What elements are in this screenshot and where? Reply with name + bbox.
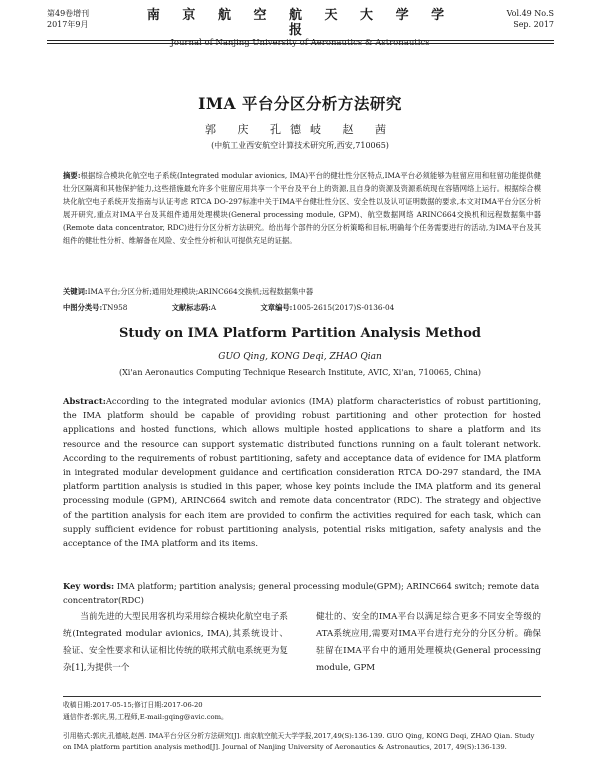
abstract-cn <box>63 170 541 247</box>
header-rule-thick <box>47 40 554 41</box>
footnote-rule <box>63 696 541 697</box>
footnote-received: 收稿日期:2017-05-15;修订日期:2017-06-20 <box>63 701 203 709</box>
keywords-cn-label: 关键词: <box>63 287 88 296</box>
issue-cn: 第49卷增刊 <box>47 9 90 18</box>
footnote-author: 通信作者:郭庆,男,工程师,E-mail:gqing@avic.com。 <box>63 713 228 721</box>
abstract-en-label: Abstract: <box>63 396 106 406</box>
keywords-cn-text: IMA平台;分区分析;通用处理模块;ARINC664交换机;远程数据集中器 <box>87 287 314 296</box>
date-cn: 2017年9月 <box>47 20 89 29</box>
abstract-cn-label: 摘要: <box>63 171 81 180</box>
header-rule-thin <box>47 43 554 44</box>
classification-line <box>63 302 541 314</box>
journal-title-cn: 南 京 航 空 航 天 大 学 学 报 <box>146 8 454 38</box>
abstract-en-text: According to the integrated modular avionics (IMA) platform characteristics of robust partitioning, the IMA platform should be capable of providing robust partitioning and other protection for hosted applications and hosted functions, which allows multiple hosted applications to share a platform and its resource and the resource can support systematic distributed functions running on a fault tolerant network. According to the requirements of robust partitioning, safety and acceptance data of evidence for IMA platform in integrated modular development guidance and certification consideration RTCA DO-297 standard, the IMA platform partition analysis is studied in this paper, whose key points include the IMA platform and its general processing module (GPM), ARINC664 switch and remote data concentrator (RDC). The strategy and objective of the partition analysis for each item are provided to confirm the activities required for each task, which can supply sufficient evidence for robust partitioning analysis, potential risks mitigation, safety analysis and the acceptance of the IMA platform and its items. <box>63 396 541 549</box>
journal-title-en: Journal of Nanjing University of Aeronautics & Astronautics <box>170 38 430 48</box>
body-column-right: 健壮的、安全的IMA平台以满足综合更多不同安全等级的ATA系统应用,需要对IMA平台进行充分的分区分析。确保驻留在IMA平台中的通用处理模块(General processing module, GPM <box>316 612 541 673</box>
abstract-en <box>63 394 541 550</box>
footnote-citation: 引用格式:郭庆,孔德岐,赵茜. IMA平台分区分析方法研究[J]. 南京航空航天大学学报,2017,49(S):136-139. GUO Qing, KONG Deqi, ZHAO Qian. Study on IMA platform partition analysis method[J]. Journal of Nanjing University of Aeronautics & Astronautics, 2017, 49(S):136-139. <box>63 732 535 751</box>
abstract-cn-text: 根据综合模块化航空电子系统(Integrated modular avionics, IMA)平台的健壮性分区特点,IMA平台必须能够为驻留应用和驻留功能提供健壮分区隔离和其他保护能力,这些措施最允许多个驻留应用共享一个平台及平台上的资源,且自身的资源及资源系统现在容错网络上运行。根据综合模块化航空电子系统开发指南与认证考虑 RTCA DO-297标准中关于IMA平台健壮性分区、安全性以及认可证明数据的要求,本文对IMA平台分区分析展开研究,重点对IMA平台及其组件通用处理模块(General processing module, GPM)、航空数据网络 ARINC664交换机和远程数据集中器(Remote data concentrator, RDC)进行分区分析方法研究。给出每个部件的分区分析策略和目标,明确每个任务需要进行的活动,为IMA平台及其组件的健壮性分析、维解备在风险、安全性分析和认可提供充足的证据。 <box>63 171 541 245</box>
paper-title-cn: IMA 平台分区分析方法研究 <box>198 94 402 113</box>
article-number: 文章编号:1005-2615(2017)S-0136-04 <box>260 303 395 312</box>
body-column-left: 当前先进的大型民用客机均采用综合模块化航空电子系统(Integrated modular avionics, IMA),其系统设计、验证、安全性要求和认证相比传统的联邦式航电系统更为复杂[1],为提供一个 <box>63 612 288 673</box>
header-left <box>47 8 89 30</box>
affiliation-en: (Xi'an Aeronautics Computing Technique Research Institute, AVIC, Xi'an, 710065, China) <box>118 368 482 377</box>
volume-en: Vol.49 No.S <box>506 9 554 18</box>
keywords-en-label: Key words: <box>63 581 115 591</box>
keywords-en-text: IMA platform; partition analysis; general processing module(GPM); ARINC664 switch; remote data concentrator(RDC) <box>63 581 540 606</box>
document-code: 文献标志码:A <box>171 303 217 312</box>
keywords-cn <box>63 286 541 298</box>
clc-number: 中图分类号:TN958 <box>63 303 128 312</box>
date-en: Sep. 2017 <box>513 20 554 29</box>
paper-title-en: Study on IMA Platform Partition Analysis Method <box>119 326 481 341</box>
authors-en: GUO Qing, KONG Deqi, ZHAO Qian <box>218 352 382 362</box>
header-right <box>507 8 554 30</box>
keywords-en <box>63 579 541 607</box>
affiliation-cn: (中航工业西安航空计算技术研究所,西安,710065) <box>211 141 389 150</box>
authors-cn: 郭 庆 孔德岐 赵 茜 <box>205 123 395 136</box>
